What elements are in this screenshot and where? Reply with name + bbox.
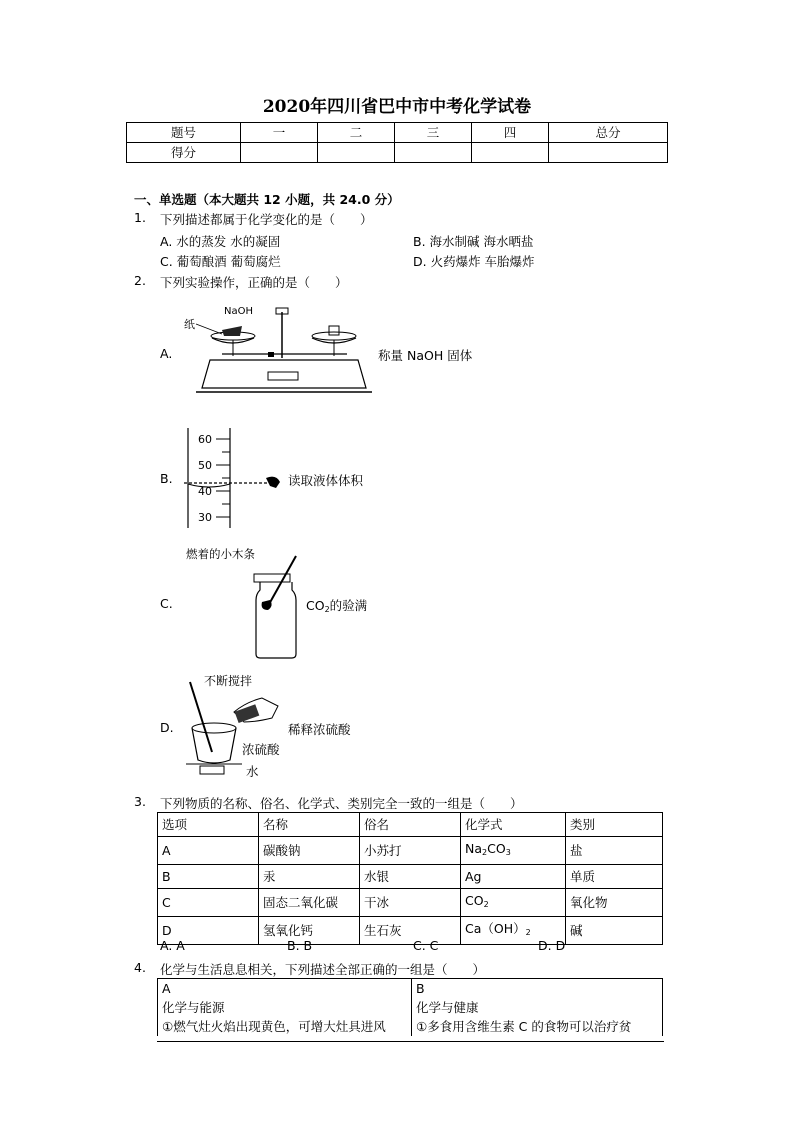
q3-table — [157, 812, 663, 945]
q1-option-a: A. 水的蒸发 水的凝固 — [160, 234, 281, 249]
q2-option-a-caption: 称量 NaOH 固体 — [378, 348, 473, 363]
q4-a-topic: 化学与能源 — [162, 1000, 225, 1015]
score-table-score-row — [127, 143, 668, 163]
flame-icon — [262, 600, 272, 610]
score-header-cell: 一 — [241, 123, 318, 143]
tick-label: 60 — [198, 433, 212, 446]
q3-header-row — [158, 813, 663, 837]
q2-option-d-caption: 稀释浓硫酸 — [288, 722, 351, 737]
q3-stem: 下列物质的名称、俗名、化学式、类别完全一致的一组是（ ） — [160, 796, 523, 811]
q3-cell-common: 水银 — [360, 865, 461, 889]
naoh-sample — [222, 326, 242, 336]
eye-icon — [266, 477, 280, 488]
q3-cell-option: B — [158, 865, 259, 889]
table-row — [158, 917, 663, 945]
formula-part: Na — [465, 841, 483, 856]
formula-part: Ca（OH） — [465, 921, 526, 936]
paper-label: 纸 — [184, 318, 195, 331]
formula-part: CO — [487, 841, 506, 856]
paper-pointer-line — [196, 324, 222, 334]
q3-cell-formula — [461, 837, 566, 865]
q3-option-c: C. C — [413, 938, 439, 953]
formula-sub: 3 — [505, 848, 511, 857]
q2-option-b-caption: 读取液体体积 — [288, 473, 364, 488]
score-cell — [318, 143, 395, 163]
q3-header-cell: 化学式 — [461, 813, 566, 837]
score-header-cell: 二 — [318, 123, 395, 143]
q1-stem: 下列描述都属于化学变化的是（ ） — [160, 212, 373, 227]
tick-label: 50 — [198, 459, 212, 472]
score-header-cell: 总分 — [549, 123, 668, 143]
q3-header-cell: 选项 — [158, 813, 259, 837]
q3-cell-option: C — [158, 889, 259, 917]
score-cell — [395, 143, 472, 163]
beaker-rim — [192, 723, 236, 733]
score-table — [126, 122, 668, 163]
stand-base — [200, 766, 224, 774]
table-row — [158, 889, 663, 917]
balance-base — [202, 360, 366, 388]
score-header-cell: 题号 — [127, 123, 241, 143]
q4-a-letter: A — [162, 981, 171, 996]
q3-option-b: B. B — [287, 938, 313, 953]
q2-option-a-label: A. — [160, 346, 173, 361]
balance-figure — [182, 300, 378, 400]
q1-option-b: B. 海水制碱 海水晒盐 — [413, 234, 534, 249]
q3-cell-name: 固态二氧化碳 — [259, 889, 360, 917]
score-cell — [472, 143, 549, 163]
q3-cell-category: 盐 — [566, 837, 663, 865]
co2-formula: CO — [306, 598, 325, 613]
q3-option-d: D. D — [538, 938, 566, 953]
burning-stick-label: 燃着的小木条 — [186, 547, 255, 561]
formula-part: CO — [465, 893, 484, 908]
weight — [329, 326, 339, 335]
page-title: 2020年四川省巴中市中考化学试卷 — [262, 97, 532, 117]
table-row — [158, 865, 663, 889]
q2-option-b-label: B. — [160, 471, 173, 486]
q3-cell-category: 单质 — [566, 865, 663, 889]
q2-option-c-label: C. — [160, 596, 173, 611]
q2-option-d-label: D. — [160, 720, 174, 735]
q3-cell-common: 干冰 — [360, 889, 461, 917]
score-row-label: 得分 — [127, 143, 241, 163]
q4-b-letter: B — [416, 981, 425, 996]
co2-subscript: 2 — [324, 605, 330, 614]
q1-option-d: D. 火药爆炸 车胎爆炸 — [413, 254, 535, 269]
formula-sub: 2 — [483, 900, 489, 909]
q3-header-cell: 名称 — [259, 813, 360, 837]
acid-label: 浓硫酸 — [242, 742, 280, 757]
cylinder-figure — [180, 428, 284, 530]
q2-number: 2. — [134, 273, 146, 288]
q3-cell-formula — [461, 889, 566, 917]
q3-cell-name: 碳酸钠 — [259, 837, 360, 865]
tick-label: 40 — [198, 485, 212, 498]
wooden-stick — [268, 556, 296, 606]
dilution-figure — [182, 676, 288, 782]
q3-cell-option: A — [158, 837, 259, 865]
q4-table-bottom-rule — [157, 1041, 664, 1042]
formula-sub: 2 — [482, 848, 488, 857]
q3-option-a: A. A — [160, 938, 185, 953]
q1-number: 1. — [134, 210, 146, 225]
co2-caption-suffix: 的验满 — [329, 598, 368, 613]
formula-sub: 2 — [525, 928, 531, 937]
section-heading: 一、单选题（本大题共 12 小题，共 24.0 分） — [134, 192, 400, 207]
q3-cell-category: 氧化物 — [566, 889, 663, 917]
gas-jar-figure — [240, 552, 306, 660]
q4-number: 4. — [134, 960, 146, 975]
q3-cell-name: 汞 — [259, 865, 360, 889]
formula-part: Ag — [465, 869, 482, 884]
rider — [268, 352, 274, 357]
q3-cell-common: 小苏打 — [360, 837, 461, 865]
glass-rod — [190, 682, 212, 752]
q2-option-c-caption — [306, 596, 367, 614]
q4-a-item: ①燃气灶火焰出现黄色，可增大灶具进风 — [162, 1019, 386, 1034]
score-header-cell: 三 — [395, 123, 472, 143]
balance-scale-plate — [268, 372, 298, 380]
tick-label: 30 — [198, 511, 212, 524]
table-row — [158, 837, 663, 865]
q4-b-topic: 化学与健康 — [416, 1000, 479, 1015]
q3-cell-category: 碱 — [566, 917, 663, 945]
q3-cell-formula — [461, 865, 566, 889]
q3-header-cell: 俗名 — [360, 813, 461, 837]
q4-col-a — [158, 979, 412, 1037]
q3-cell-name: 氢氧化钙 — [259, 917, 360, 945]
q3-cell-option: D — [158, 917, 259, 945]
right-pan-rim — [312, 332, 356, 340]
q4-table — [157, 978, 663, 1036]
naoh-label: NaOH — [224, 306, 253, 317]
acid-bottle — [235, 704, 260, 723]
q3-header-cell: 类别 — [566, 813, 663, 837]
score-cell — [241, 143, 318, 163]
q4-b-item: ①多食用含维生素 C 的食物可以治疗贫 — [416, 1019, 632, 1034]
score-header-cell: 四 — [472, 123, 549, 143]
q1-option-c: C. 葡萄酿酒 葡萄腐烂 — [160, 254, 281, 269]
q4-stem: 化学与生活息息相关，下列描述全部正确的一组是（ ） — [160, 962, 486, 977]
q3-cell-common: 生石灰 — [360, 917, 461, 945]
q4-col-b — [412, 979, 663, 1037]
water-label: 水 — [246, 764, 259, 779]
stir-label: 不断搅拌 — [204, 674, 253, 688]
q2-stem: 下列实验操作，正确的是（ ） — [160, 275, 348, 290]
score-cell — [549, 143, 668, 163]
score-table-header-row — [127, 123, 668, 143]
table-row — [158, 979, 663, 1037]
q3-number: 3. — [134, 794, 146, 809]
